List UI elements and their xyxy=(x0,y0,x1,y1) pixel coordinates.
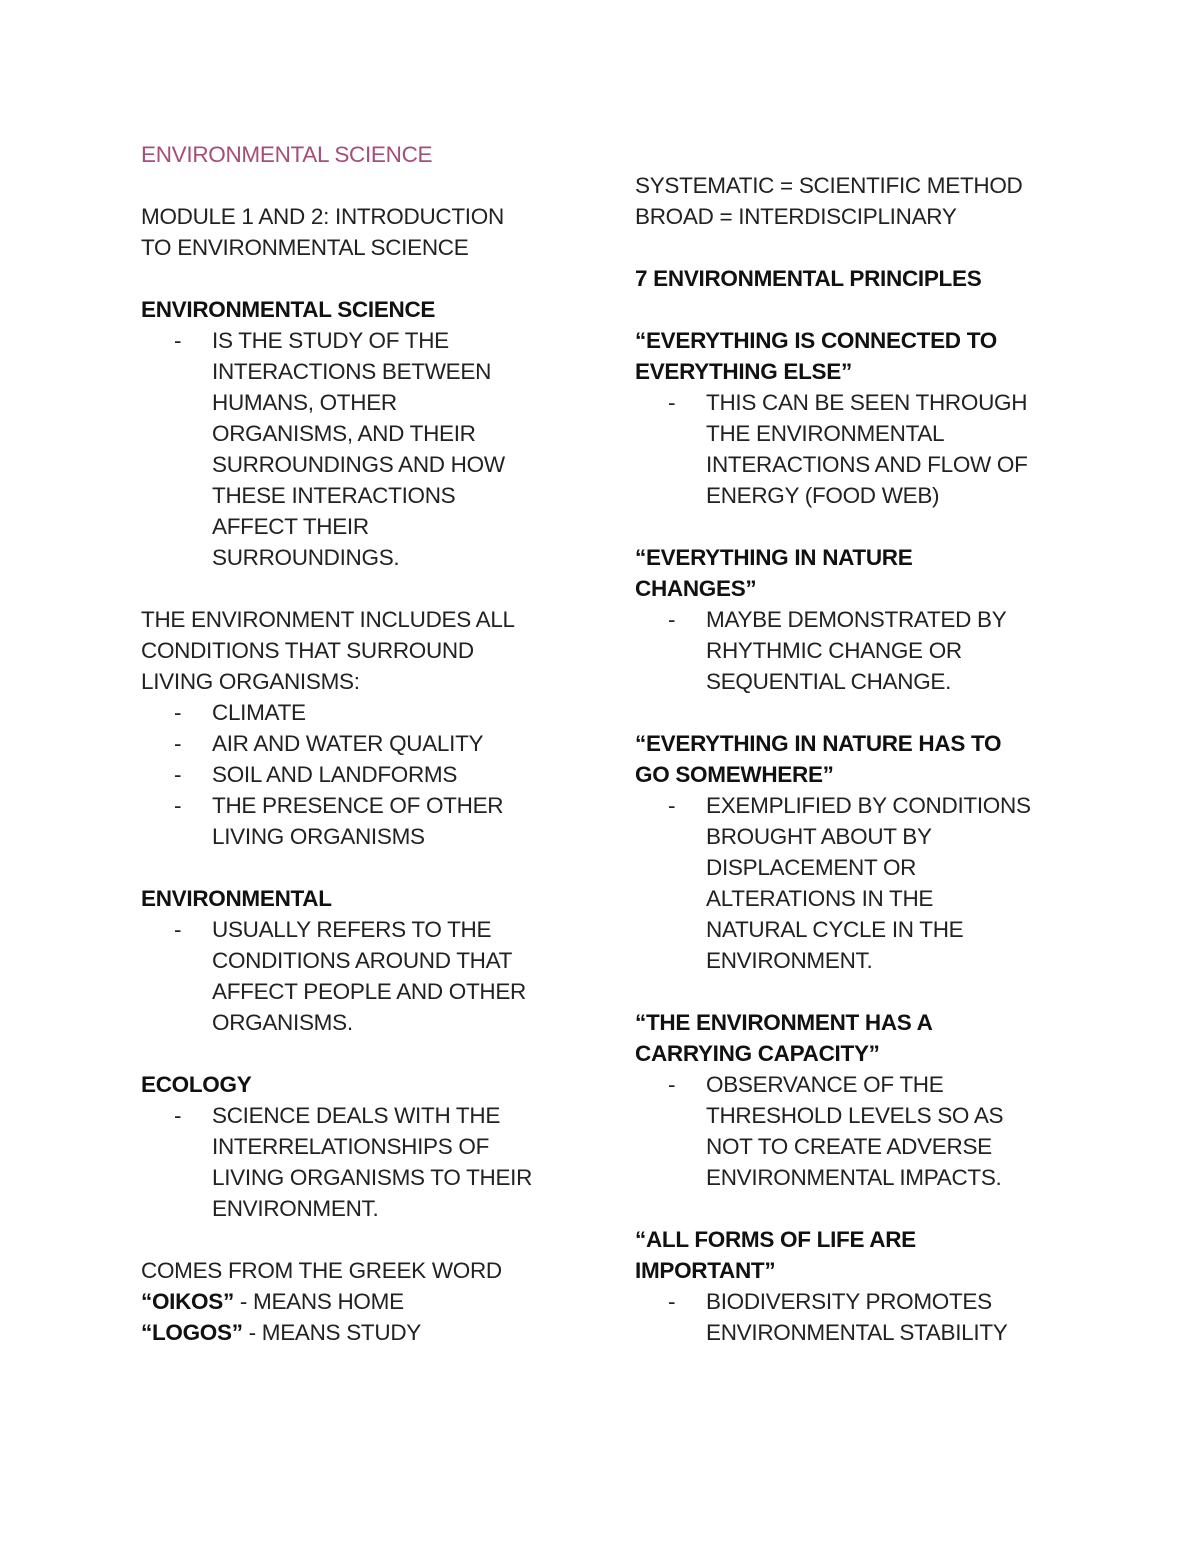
bullet-line: CLIMATE xyxy=(212,700,306,725)
module-title xyxy=(141,201,601,263)
principle-heading-line: “EVERYTHING IN NATURE xyxy=(635,545,913,570)
bullet-line: RHYTHMIC CHANGE OR xyxy=(706,638,962,663)
principle-heading-line: CARRYING CAPACITY” xyxy=(635,1041,880,1066)
paragraph-line: LIVING ORGANISMS: xyxy=(141,669,360,694)
oikos-term: “OIKOS” xyxy=(141,1289,234,1314)
bullet-line: SURROUNDINGS. xyxy=(212,545,400,570)
bullet-line: ORGANISMS, AND THEIR xyxy=(212,421,476,446)
list-item xyxy=(635,790,1075,976)
principle-heading-line: “EVERYTHING IN NATURE HAS TO xyxy=(635,731,1002,756)
bullet-dash: - xyxy=(668,793,676,818)
bullet-line: THRESHOLD LEVELS SO AS xyxy=(706,1103,1004,1128)
list-item xyxy=(141,1100,601,1224)
bullet-line: ENVIRONMENTAL STABILITY xyxy=(706,1320,1008,1345)
bullet-line: AIR AND WATER QUALITY xyxy=(212,731,484,756)
bullet-line: AFFECT PEOPLE AND OTHER xyxy=(212,979,526,1004)
ecology-heading: ECOLOGY xyxy=(141,1072,252,1097)
bullet-dash: - xyxy=(174,762,182,787)
bullet-line: AFFECT THEIR xyxy=(212,514,369,539)
principle-bullets xyxy=(635,1286,1075,1348)
bullet-dash: - xyxy=(174,917,182,942)
document-title: ENVIRONMENTAL SCIENCE xyxy=(141,142,433,167)
bullet-line: INTERACTIONS AND FLOW OF xyxy=(706,452,1028,477)
bullet-line: THIS CAN BE SEEN THROUGH xyxy=(706,390,1028,415)
principle-bullets xyxy=(635,1069,1075,1193)
paragraph-line: CONDITIONS THAT SURROUND xyxy=(141,638,474,663)
principle-block xyxy=(635,325,1075,511)
list-item xyxy=(635,387,1075,511)
bullet-dash: - xyxy=(668,1072,676,1097)
module-title-line: MODULE 1 AND 2: INTRODUCTION xyxy=(141,204,504,229)
bullet-line: ORGANISMS. xyxy=(212,1010,353,1035)
list-item xyxy=(141,759,601,790)
principle-heading-line: “THE ENVIRONMENT HAS A xyxy=(635,1010,933,1035)
bullet-line: THESE INTERACTIONS xyxy=(212,483,456,508)
systematic-line: SYSTEMATIC = SCIENTIFIC METHOD xyxy=(635,173,1023,198)
greek-origin-intro: COMES FROM THE GREEK WORD xyxy=(141,1258,502,1283)
bullet-line: ENERGY (FOOD WEB) xyxy=(706,483,940,508)
conditions-list xyxy=(141,697,601,852)
principle-bullets xyxy=(635,790,1075,976)
principles-heading: 7 ENVIRONMENTAL PRINCIPLES xyxy=(635,266,982,291)
bullet-line: SURROUNDINGS AND HOW xyxy=(212,452,505,477)
bullet-line: CONDITIONS AROUND THAT xyxy=(212,948,513,973)
principle-heading-line: GO SOMEWHERE” xyxy=(635,762,834,787)
bullet-line: IS THE STUDY OF THE xyxy=(212,328,449,353)
bullet-line: BROUGHT ABOUT BY xyxy=(706,824,932,849)
bullet-dash: - xyxy=(668,1289,676,1314)
bullet-line: THE ENVIRONMENTAL xyxy=(706,421,945,446)
principle-heading-line: CHANGES” xyxy=(635,576,757,601)
bullet-line: DISPLACEMENT OR xyxy=(706,855,917,880)
bullet-dash: - xyxy=(174,700,182,725)
principle-block xyxy=(635,1224,1075,1348)
right-column xyxy=(635,170,1075,1348)
logos-term: “LOGOS” xyxy=(141,1320,243,1345)
list-item xyxy=(635,1069,1075,1193)
bullet-line: USUALLY REFERS TO THE xyxy=(212,917,492,942)
principle-block xyxy=(635,542,1075,697)
bullet-line: ENVIRONMENTAL IMPACTS. xyxy=(706,1165,1002,1190)
bullet-line: BIODIVERSITY PROMOTES xyxy=(706,1289,992,1314)
bullet-line: HUMANS, OTHER xyxy=(212,390,397,415)
principle-heading-line: “ALL FORMS OF LIFE ARE xyxy=(635,1227,916,1252)
principle-block xyxy=(635,728,1075,976)
oikos-meaning: - MEANS HOME xyxy=(233,1289,404,1314)
bullet-dash: - xyxy=(174,1103,182,1128)
logos-definition xyxy=(141,1317,601,1348)
environmental-heading: ENVIRONMENTAL xyxy=(141,886,332,911)
bullet-line: ALTERATIONS IN THE xyxy=(706,886,934,911)
bullet-line: SOIL AND LANDFORMS xyxy=(212,762,458,787)
bullet-line: NATURAL CYCLE IN THE xyxy=(706,917,964,942)
list-item xyxy=(141,914,601,1038)
module-title-line: TO ENVIRONMENTAL SCIENCE xyxy=(141,235,469,260)
oikos-definition xyxy=(141,1286,601,1317)
principle-bullets xyxy=(635,387,1075,511)
environment-intro xyxy=(141,604,601,697)
bullet-line: INTERRELATIONSHIPS OF xyxy=(212,1134,490,1159)
list-item xyxy=(141,325,601,573)
principle-block xyxy=(635,1007,1075,1193)
ecology-definition xyxy=(141,1100,601,1224)
bullet-line: ENVIRONMENT. xyxy=(212,1196,379,1221)
bullet-dash: - xyxy=(668,607,676,632)
logos-meaning: - MEANS STUDY xyxy=(242,1320,421,1345)
bullet-line: MAYBE DEMONSTRATED BY xyxy=(706,607,1007,632)
principle-heading-line: “EVERYTHING IS CONNECTED TO xyxy=(635,328,997,353)
principle-heading-line: EVERYTHING ELSE” xyxy=(635,359,852,384)
bullet-line: EXEMPLIFIED BY CONDITIONS xyxy=(706,793,1031,818)
bullet-line: LIVING ORGANISMS TO THEIR xyxy=(212,1165,533,1190)
bullet-line: OBSERVANCE OF THE xyxy=(706,1072,944,1097)
bullet-line: SEQUENTIAL CHANGE. xyxy=(706,669,952,694)
bullet-line: SCIENCE DEALS WITH THE xyxy=(212,1103,501,1128)
left-column xyxy=(141,139,601,1348)
bullet-dash: - xyxy=(668,390,676,415)
bullet-dash: - xyxy=(174,793,182,818)
environmental-definition xyxy=(141,914,601,1038)
env-science-heading: ENVIRONMENTAL SCIENCE xyxy=(141,297,436,322)
broad-line: BROAD = INTERDISCIPLINARY xyxy=(635,204,957,229)
bullet-line: ENVIRONMENT. xyxy=(706,948,873,973)
env-science-definition xyxy=(141,325,601,573)
bullet-dash: - xyxy=(174,328,182,353)
paragraph-line: THE ENVIRONMENT INCLUDES ALL xyxy=(141,607,515,632)
bullet-line: THE PRESENCE OF OTHER xyxy=(212,793,504,818)
list-item xyxy=(141,790,601,852)
bullet-line: LIVING ORGANISMS xyxy=(212,824,425,849)
bullet-line: NOT TO CREATE ADVERSE xyxy=(706,1134,992,1159)
list-item xyxy=(141,728,601,759)
list-item xyxy=(635,604,1075,697)
principle-bullets xyxy=(635,604,1075,697)
bullet-line: INTERACTIONS BETWEEN xyxy=(212,359,492,384)
bullet-dash: - xyxy=(174,731,182,756)
list-item xyxy=(635,1286,1075,1348)
list-item xyxy=(141,697,601,728)
principle-heading-line: IMPORTANT” xyxy=(635,1258,776,1283)
